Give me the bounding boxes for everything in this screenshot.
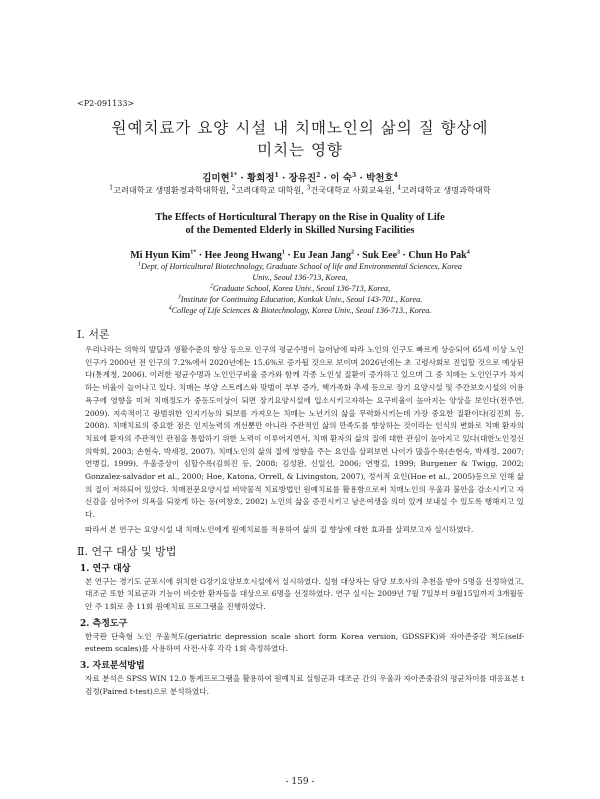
subsection-2-text: 한국판 단축형 노인 우울척도(geriatric depression scale short form Korea version, GDSSFK)와 자아존중감 척도(self-esteem scales)를 사용하여 사전·사후 각각 1회 측정하였다.: [85, 631, 524, 654]
subsection-2-heading: 2. 측정도구: [80, 618, 128, 629]
methods-heading: Ⅱ. 연구 대상 및 방법: [77, 544, 177, 558]
subsection-3-text: 자료 분석은 SPSS WIN 12.0 통계프로그램을 활용하여 원예치료 실험군과 대조군 간의 우울과 자아존중감의 평균차이를 대응표본 t검정(Paired t-test)으로 분석하였다.: [85, 674, 524, 696]
subsection-1-heading: 1. 연구 대상: [80, 563, 131, 574]
korean-affiliations: $^1$고려대학교 생명환경과학대학원, $^2$고려대학교 대학원, $^3$건국대학교 사회교육원, $^4$고려대학교 생명과학대학: [109, 184, 491, 195]
english-authors: Mi Hyun Kim$^{1*}$ · Hee Jeong Hwang$^1$ · Eu Jean Jang$^2$ · Suk Eee$^3$ · Chun Ho Pak$^4$: [130, 249, 470, 261]
korean-title-line2: 미치는 영향: [257, 141, 343, 159]
page-number: - 159 -: [285, 777, 315, 787]
korean-title-line1: 원예치료가 요양 시설 내 치매노인의 삶의 질 향상에: [111, 119, 489, 137]
intro-paragraph-1-text: 우리나라는 의학의 발달과 생활수준의 향상 등으로 인구의 평균수명이 늘어남에 따라 노인의 인구도 빠르게 상승되어 65세 이상 노인 인구가 2000년 전 인구의 7.2%에서 2020년에는 15.6%로 증가될 것으로 보이며 2026년에는 초 고령사회로 진입할 것으로 예상된다(통계청, 2006). 이러한 평균수명과 노인인구비율 증가와 함께 각종 노인성 질환이 증가하고 있으며 그 중 치매는 노인인구가 차지하는 비율이 늘어나고 있다. 치매는 부양 스트레스와 맞벌이 부부 증가, 핵가족화 추세 등으로 장기 요양시설 및 주간보호시설의 이용 욕구에 영향을 미쳐 치매정도가 중등도이상이 되면 장기요양시설에 입소시키고자하는 요구비율이 높아지는 양상을 보인다(전주연, 2009). 지속적이고 광범위한 인지기능의 퇴보를 가져오는 치매는 노년기의 삶을 무력화시키는데 가장 중요한 질환이다(김진희 등, 2008). 치매치료의 중요한 점은 인지능력의 개선뿐만 아니라 주관적인 삶의 만족도를 향상하는 것이라는 인식의 변화로 치매 환자의 치료에 환자의 주관적인 관점을 통합하기 위한 노력이 이루어지면서, 치매 환자의 삶의 질에 대한 관심이 높아지고 있다(대한노인정신의학회, 2003; 손현숙, 박세정, 2007). 치매노인의 삶의 질에 영향을 주는 요인을 살펴보면 나이가 많을수록(손현숙, 박세정, 2007; 연병길, 1999), 우울증상이 심할수록(김희진 등, 2008; 김성완, 신일선, 2006; 연병길, 1999; Burgener & Twigg, 2002; Gonzalez-salvador et al., 2000; Hoe, Katona, Orrell, & Livingston, 2007), 정서적 요인(Hoe et al., 2005)등으로 인해 삶의 질이 저하되어 있었다. 치매전문요양시설 비약물적 치료방법인 원예치료를 활용함으로써 치매노인의 우울과 불안을 감소시키고 자신감을 심어주어 의욕을 되찾게 하는 등(여창호, 2002) 노인의 삶을 증진시키고 남은여생을 의미 있게 보내실 수 있도록 행해지고 있다.: [85, 345, 524, 520]
subsection-1-paragraph: [77, 576, 524, 614]
english-affiliation-1b: Univ., Seoul 136-713, Korea,: [252, 273, 348, 282]
intro-heading: Ⅰ. 서론: [77, 328, 110, 341]
korean-authors: 김미현$^{1*}$ · 황희정$^1$ · 장유진$^2$ · 이 숙$^3$ · 박천호$^4$: [202, 171, 398, 184]
subsection-2-paragraph: [77, 631, 524, 656]
intro-paragraph-2-text: 따라서 본 연구는 요양시설 내 치매노인에게 원예치료를 적용하여 삶의 질 향상에 대한 효과를 살펴보고자 실시하였다.: [85, 524, 474, 534]
intro-paragraph-1: [77, 344, 524, 522]
intro-paragraph-2: [77, 524, 524, 537]
english-title-line2: of the Demented Elderly in Skilled Nursing Facilities: [185, 225, 415, 236]
english-affiliation-2: $^2$Graduate School, Korea Univ., Seoul 136-713, Korea,: [209, 283, 391, 293]
english-affiliation-1: $^1$Dept. of Horticultural Biotechnology, Graduate School of life and Environmental Sciences, Korea: [138, 261, 462, 271]
english-affiliation-4: $^4$College of Life Sciences & Biotechnology, Korea Univ., Seoul 136-713., Korea.: [168, 305, 432, 315]
abstract-code: <P2-091133>: [77, 99, 135, 108]
english-affiliation-3: $^3$Institute for Continuing Education, Konkuk Univ., Seoul 143-701., Korea.: [177, 294, 423, 304]
subsection-1-text: 본 연구는 경기도 군포시에 위치한 G장기요양보호시설에서 실시하였다. 실험 대상자는 담당 보호사의 추천을 받아 5명을 선정하였고, 대조군 또한 치료군과 기능이 비슷한 환자들을 대상으로 6명을 선정하였다. 연구 실시는 2009년 7월 7일부터 9월15일까지 3개월동안 주 1회로 총 11회 원예치료 프로그램을 진행하였다.: [85, 576, 524, 611]
subsection-3-paragraph: [77, 673, 524, 698]
subsection-3-heading: 3. 자료분석방법: [80, 661, 145, 672]
english-title-line1: The Effects of Horticultural Therapy on the Rise in Quality of Life: [155, 212, 445, 223]
